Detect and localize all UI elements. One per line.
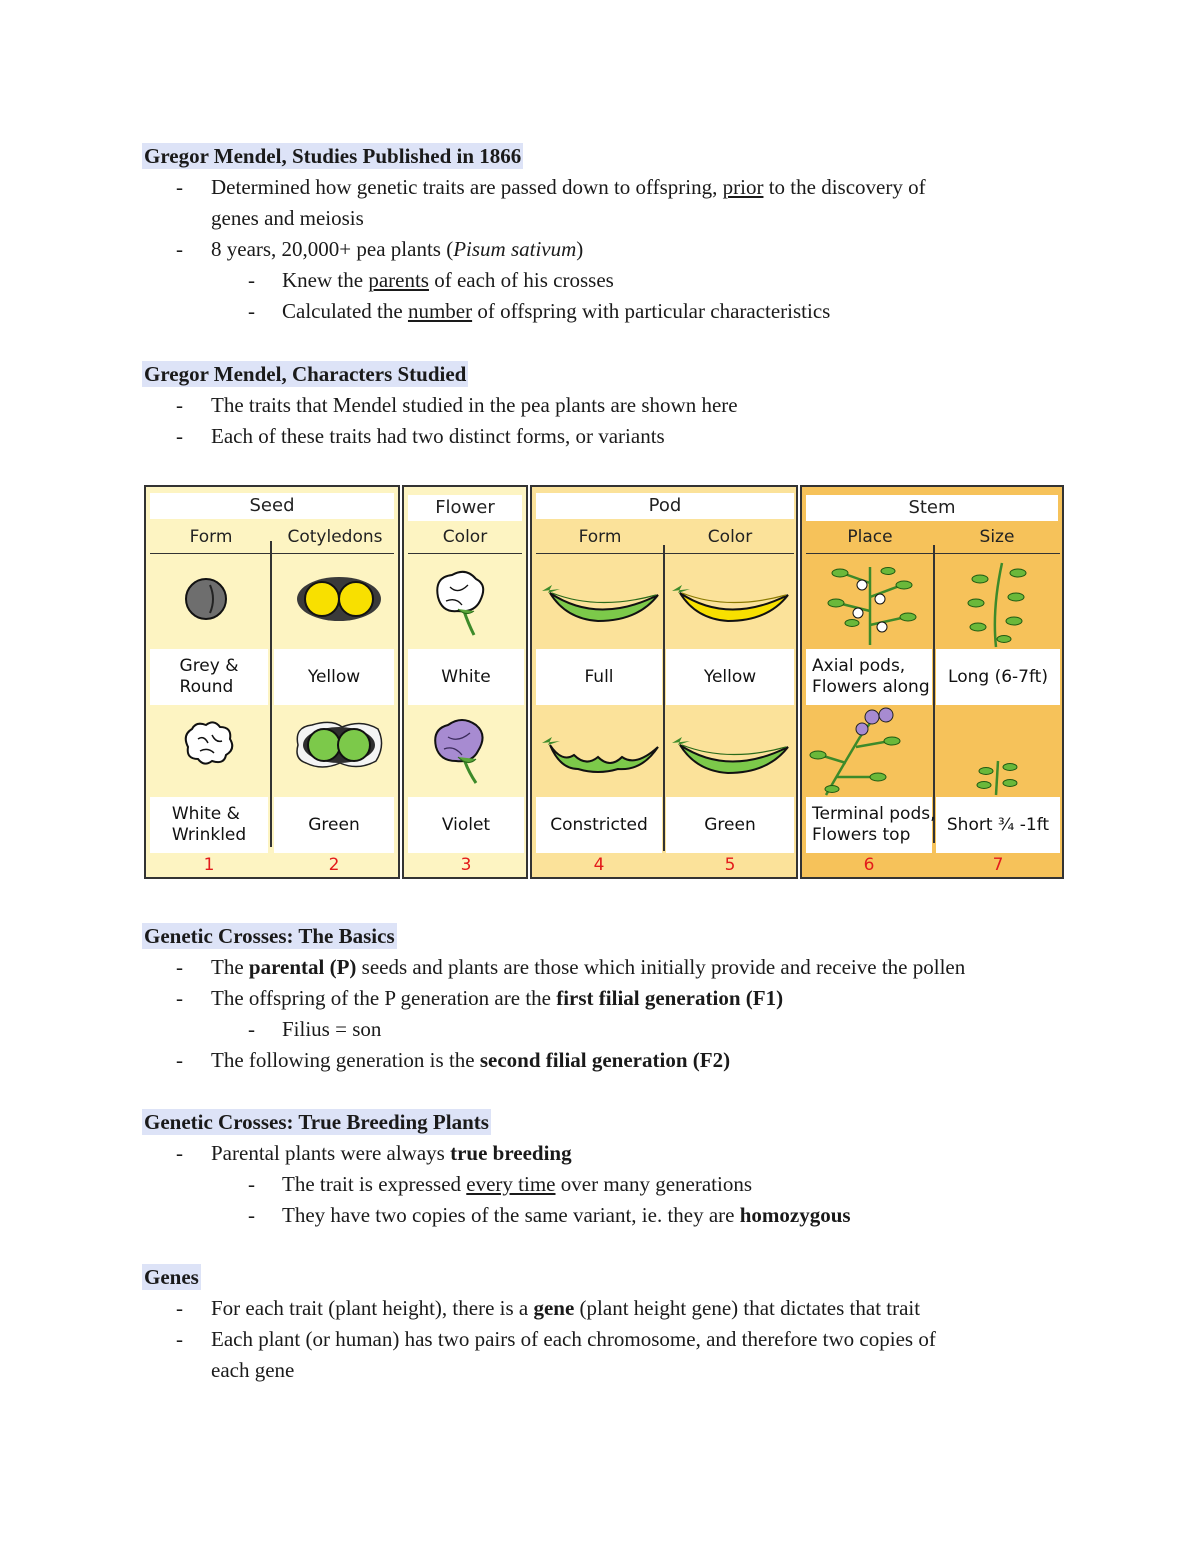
grey-round-seed-icon	[182, 575, 230, 627]
trait-number-3: 3	[460, 855, 472, 875]
label-green-pod	[666, 797, 794, 853]
pod-form-subheader: Form	[578, 527, 622, 547]
label-text: White & Wrinkled	[171, 804, 247, 845]
bullet-f1	[211, 984, 783, 1012]
bold-f2: second filial generation (F2)	[479, 1048, 731, 1072]
flower-header: Flower	[408, 495, 522, 521]
flower-color-subheader: Color	[442, 527, 488, 547]
text-span: 8 years, 20,000+ pea plants (	[211, 237, 454, 261]
bullet-genetic-traits-cont: genes and meiosis	[211, 206, 364, 230]
bullet-dash: -	[248, 1203, 255, 1227]
text-span: (plant height gene) that dictates that trait	[574, 1296, 921, 1320]
yellow-cotyledons-icon	[294, 575, 384, 627]
text-span: For each trait (plant height), there is a	[211, 1296, 534, 1320]
bullet-dash: -	[248, 1172, 255, 1196]
column-divider	[270, 541, 272, 847]
label-terminal-pods	[806, 797, 936, 853]
label-text: Full	[584, 666, 614, 687]
label-text: Violet	[441, 814, 491, 835]
bullet-two-forms: Each of these traits had two distinct forms, or variants	[211, 424, 665, 448]
violet-flower-icon	[428, 715, 498, 791]
full-pod-icon	[538, 581, 662, 629]
stem-group	[800, 485, 1064, 879]
bullet-dash: -	[176, 175, 183, 199]
bold-homozygous: homozygous	[739, 1203, 851, 1227]
bullet-dash: -	[176, 986, 183, 1010]
seed-form-subheader: Form	[189, 527, 233, 547]
bullet-parental-true-breeding	[211, 1139, 572, 1167]
trait-number-4: 4	[593, 855, 605, 875]
constricted-pod-icon	[538, 733, 662, 781]
label-green-cotyledons	[274, 797, 394, 853]
heading-true-breeding: Genetic Crosses: True Breeding Plants	[144, 1110, 489, 1134]
green-pod-icon	[668, 733, 792, 781]
stem-size-subheader: Size	[979, 527, 1015, 547]
trait-number-5: 5	[724, 855, 736, 875]
bullet-dash: -	[176, 1327, 183, 1351]
label-text: Short ¾ -1ft	[946, 814, 1050, 835]
label-grey-round	[150, 649, 268, 705]
white-flower-icon	[428, 567, 498, 643]
bullet-gene-trait	[211, 1294, 920, 1322]
pod-color-subheader: Color	[707, 527, 753, 547]
bullet-knew-parents	[282, 266, 614, 294]
label-constricted-pod	[536, 797, 662, 853]
label-white-flower	[408, 649, 524, 705]
underlined-number: number	[407, 299, 473, 323]
text-span: of each of his crosses	[428, 268, 614, 292]
bullet-dash: -	[176, 955, 183, 979]
label-text: Long (6-7ft)	[948, 666, 1048, 687]
label-full-pod	[536, 649, 662, 705]
bullet-dash: -	[176, 237, 183, 261]
label-text: Yellow	[307, 666, 361, 687]
terminal-plant-icon	[806, 707, 916, 801]
trait-number-1: 1	[203, 855, 215, 875]
column-divider	[663, 545, 665, 851]
label-text: Axial pods, Flowers along	[812, 656, 930, 697]
label-text: Green	[308, 814, 360, 835]
trait-number-2: 2	[328, 855, 340, 875]
text-span: seeds and plants are those which initially provide and receive the pollen	[356, 955, 966, 979]
seed-header: Seed	[150, 493, 394, 519]
text-span: of offspring with particular characteristics	[472, 299, 831, 323]
heading-studies-published: Gregor Mendel, Studies Published in 1866	[144, 144, 522, 168]
text-span: The	[211, 955, 249, 979]
axial-plant-icon	[822, 563, 918, 651]
green-cotyledons-icon	[292, 719, 386, 775]
bullet-traits-shown: The traits that Mendel studied in the pea plants are shown here	[211, 393, 738, 417]
seed-cotyledons-subheader: Cotyledons	[287, 527, 383, 547]
subheader-divider	[408, 553, 522, 554]
label-text: White	[441, 666, 491, 687]
pod-group	[530, 485, 798, 879]
bold-f1: first filial generation (F1)	[556, 986, 784, 1010]
bullet-dash: -	[176, 424, 183, 448]
label-text: Yellow	[703, 666, 757, 687]
bullet-pea-plants	[211, 235, 583, 263]
label-short-stem	[936, 797, 1060, 853]
label-yellow-pod	[666, 649, 794, 705]
wrinkled-seed-icon	[178, 717, 238, 773]
yellow-pod-icon	[668, 581, 792, 629]
bullet-dash: -	[248, 268, 255, 292]
italic-species: Pisum sativum	[453, 237, 577, 261]
label-axial-pods	[806, 649, 932, 705]
pod-header: Pod	[536, 493, 794, 519]
stem-place-subheader: Place	[847, 527, 893, 547]
column-divider	[933, 545, 935, 843]
text-span: They have two copies of the same variant, ie. they are	[282, 1203, 740, 1227]
bold-gene: gene	[533, 1296, 575, 1320]
text-span: The offspring of the P generation are the	[211, 986, 557, 1010]
label-text: Grey & Round	[179, 656, 239, 697]
trait-number-7: 7	[992, 855, 1004, 875]
bullet-calculated-number	[282, 297, 830, 325]
label-text: Terminal pods, Flowers top	[812, 804, 936, 845]
label-violet-flower	[408, 797, 524, 853]
heading-crosses-basics: Genetic Crosses: The Basics	[144, 924, 395, 948]
flower-group	[402, 485, 528, 879]
text-span: Calculated the	[282, 299, 408, 323]
bold-true-breeding: true breeding	[450, 1141, 572, 1165]
text-span: Determined how genetic traits are passed down to offspring,	[211, 175, 723, 199]
bullet-parental	[211, 953, 965, 981]
text-span: to the discovery of	[763, 175, 926, 199]
text-span: )	[576, 237, 584, 261]
bullet-homozygous	[282, 1201, 851, 1229]
bullet-two-copies-cont: each gene	[211, 1358, 295, 1382]
trait-number-6: 6	[863, 855, 875, 875]
long-stem-icon	[962, 559, 1032, 653]
stem-header: Stem	[806, 495, 1058, 521]
seed-group	[144, 485, 400, 879]
bullet-two-copies: Each plant (or human) has two pairs of each chromosome, and therefore two copies of	[211, 1327, 936, 1351]
underlined-parents: parents	[368, 268, 429, 292]
text-span: The following generation is the	[211, 1048, 480, 1072]
label-long-stem	[936, 649, 1060, 705]
text-span: Parental plants were always	[211, 1141, 451, 1165]
bullet-f2	[211, 1046, 730, 1074]
heading-characters-studied: Gregor Mendel, Characters Studied	[144, 362, 467, 386]
bold-parental: parental (P)	[248, 955, 357, 979]
bullet-dash: -	[176, 1296, 183, 1320]
label-text: Green	[704, 814, 756, 835]
text-span: Knew the	[282, 268, 369, 292]
bullet-dash: -	[248, 299, 255, 323]
text-span: over many generations	[555, 1172, 753, 1196]
bullet-dash: -	[176, 1141, 183, 1165]
label-white-wrinkled	[150, 797, 268, 853]
short-stem-icon	[974, 757, 1020, 801]
underlined-every-time: every time	[466, 1172, 556, 1196]
label-yellow-cotyledons	[274, 649, 394, 705]
label-text: Constricted	[550, 814, 648, 835]
bullet-dash: -	[176, 393, 183, 417]
subheader-divider	[150, 553, 394, 554]
bullet-filius: Filius = son	[282, 1017, 382, 1041]
bullet-genetic-traits	[211, 173, 926, 201]
heading-genes: Genes	[144, 1265, 199, 1289]
subheader-divider	[536, 553, 794, 554]
bullet-dash: -	[176, 1048, 183, 1072]
underlined-prior: prior	[722, 175, 764, 199]
text-span: The trait is expressed	[282, 1172, 467, 1196]
bullet-dash: -	[248, 1017, 255, 1041]
bullet-expressed	[282, 1170, 752, 1198]
mendel-traits-figure	[144, 485, 1064, 881]
